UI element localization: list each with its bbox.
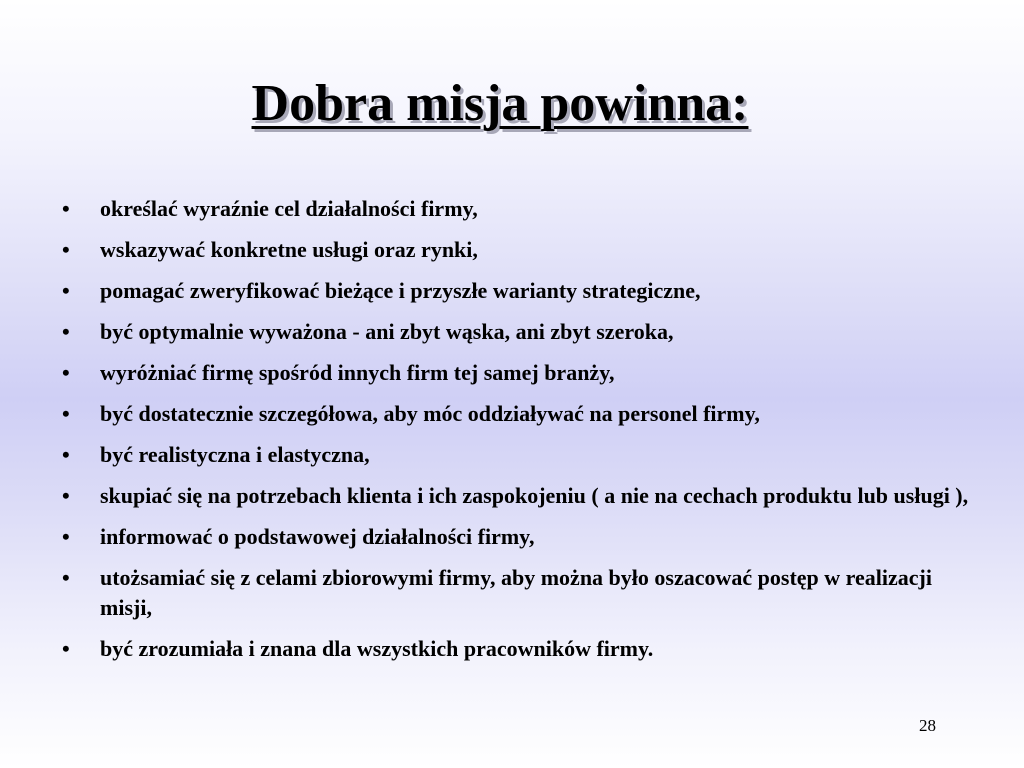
list-item bbox=[62, 276, 972, 306]
list-item bbox=[62, 481, 972, 511]
list-item-text: skupiać się na potrzebach klienta i ich zaspokojeniu ( a nie na cechach produktu lub usługi ), bbox=[100, 483, 969, 508]
list-item bbox=[62, 317, 972, 347]
list-item bbox=[62, 194, 972, 224]
list-item-text: być zrozumiała i znana dla wszystkich pracowników firmy. bbox=[100, 636, 654, 661]
bullet-icon: • bbox=[62, 196, 70, 221]
list-item bbox=[62, 634, 972, 664]
list-item bbox=[62, 235, 972, 265]
bullet-list bbox=[62, 194, 972, 675]
bullet-icon: • bbox=[62, 565, 70, 590]
bullet-icon: • bbox=[62, 483, 70, 508]
list-item bbox=[62, 563, 972, 623]
page-number: 28 bbox=[919, 716, 936, 735]
list-item bbox=[62, 522, 972, 552]
list-item bbox=[62, 399, 972, 429]
bullet-icon: • bbox=[62, 401, 70, 426]
list-item-text: określać wyraźnie cel działalności firmy, bbox=[100, 196, 478, 221]
bullet-icon: • bbox=[62, 278, 70, 303]
list-item-text: utożsamiać się z celami zbiorowymi firmy, aby można było oszacować postęp w realizacji misji, bbox=[100, 565, 932, 620]
list-item-text: być dostatecznie szczegółowa, aby móc oddziaływać na personel firmy, bbox=[100, 401, 760, 426]
list-item-text: pomagać zweryfikować bieżące i przyszłe warianty strategiczne, bbox=[100, 278, 701, 303]
slide-title: Dobra misja powinna: bbox=[251, 75, 749, 132]
list-item-text: wyróżniać firmę spośród innych firm tej samej branży, bbox=[100, 360, 615, 385]
bullet-icon: • bbox=[62, 442, 70, 467]
bullet-icon: • bbox=[62, 319, 70, 344]
bullet-icon: • bbox=[62, 636, 70, 661]
bullet-icon: • bbox=[62, 524, 70, 549]
list-item-text: informować o podstawowej działalności firmy, bbox=[100, 524, 535, 549]
bullet-icon: • bbox=[62, 360, 70, 385]
list-item bbox=[62, 440, 972, 470]
list-item-text: być realistyczna i elastyczna, bbox=[100, 442, 370, 467]
bullet-icon: • bbox=[62, 237, 70, 262]
list-item bbox=[62, 358, 972, 388]
list-item-text: wskazywać konkretne usługi oraz rynki, bbox=[100, 237, 478, 262]
list-item-text: być optymalnie wyważona - ani zbyt wąska, ani zbyt szeroka, bbox=[100, 319, 674, 344]
